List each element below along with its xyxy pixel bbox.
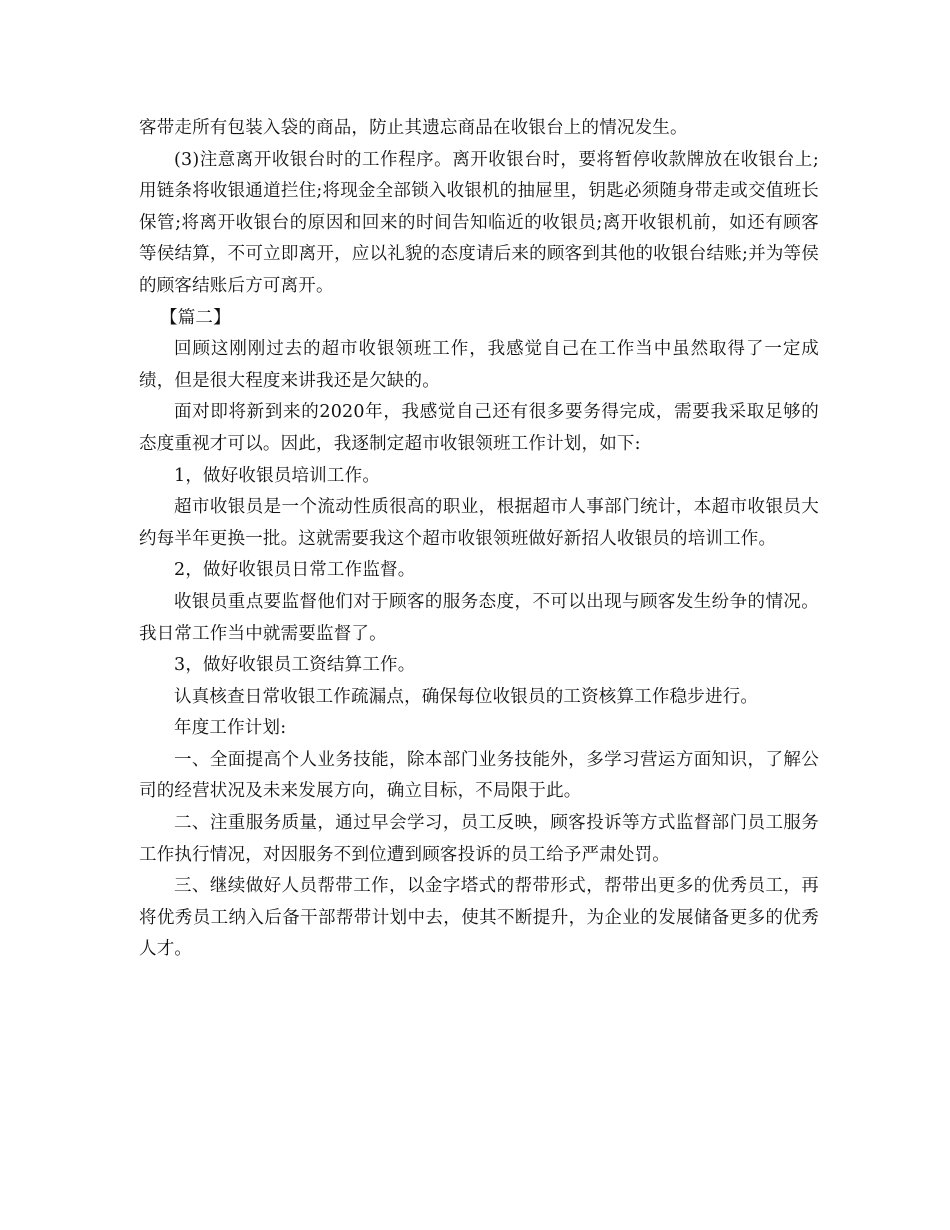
paragraph-continuation: 客带走所有包装入袋的商品，防止其遗忘商品在收银台上的情况发生。 xyxy=(139,118,688,138)
list-item-training: 1，做好收银员培训工作。 xyxy=(174,465,381,486)
paragraph-supervision-detail: 收银员重点要监督他们对于顾客的服务态度，不可以出现与顾客发生纷争的情况。我日常工作当中就需要监督了。 xyxy=(139,591,819,644)
list-item-wage-settlement: 3，做好收银员工资结算工作。 xyxy=(174,655,416,676)
paragraph-new-year-plan: 面对即将新到来的2020年，我感觉自己还有很多要务得完成，需要我采取足够的态度重视才可以。因此，我逐制定超市收银领班工作计划，如下: xyxy=(139,402,819,454)
plan-item-service-quality: 二、注重服务质量，通过早会学习，员工反映，顾客投诉等方式监督部门员工服务工作执行情况，对因服务不到位遭到顾客投诉的员工给予严肃处罚。 xyxy=(139,813,819,865)
annual-plan-heading: 年度工作计划: xyxy=(174,718,287,739)
paragraph-training-detail: 超市收银员是一个流动性质很高的职业，根据超市人事部门统计，本超市收银员大约每半年更换一批。这就需要我这个超市收银领班做好新招人收银员的培训工作。 xyxy=(139,497,819,549)
plan-item-mentoring: 三、继续做好人员帮带工作，以金字塔式的帮带形式，帮带出更多的优秀员工，再将优秀员工纳入后备干部帮带计划中去，使其不断提升，为企业的发展储备更多的优秀人才。 xyxy=(139,876,819,960)
paragraph-review: 回顾这刚刚过去的超市收银领班工作，我感觉自己在工作当中虽然取得了一定成绩，但是很大程度来讲我还是欠缺的。 xyxy=(139,339,819,391)
paragraph-wage-detail: 认真核查日常收银工作疏漏点，确保每位收银员的工资核算工作稳步进行。 xyxy=(174,686,759,707)
paragraph-leaving-register-procedure: (3)注意离开收银台时的工作程序。离开收银台时，要将暂停收款牌放在收银台上;用链条将收银通道拦住;将现金全部锁入收银机的抽屉里，钥匙必须随身带走或交值班长保管;将离开收银台的原因和回来的时间告知临近的收银员;离开收银机前，如还有顾客等侯结算，不可立即离开，应以礼貌的态度请后来的顾客到其他的收银台结账;并为等侯的顾客结账后方可离开。 xyxy=(139,149,819,296)
list-item-supervision: 2，做好收银员日常工作监督。 xyxy=(174,560,416,581)
document-body xyxy=(139,113,819,966)
plan-item-skills: 一、全面提高个人业务技能，除本部门业务技能外，多学习营运方面知识，了解公司的经营状况及未来发展方向，确立目标，不局限于此。 xyxy=(139,749,819,802)
section-heading-part-two: 【篇二】 xyxy=(160,307,231,328)
